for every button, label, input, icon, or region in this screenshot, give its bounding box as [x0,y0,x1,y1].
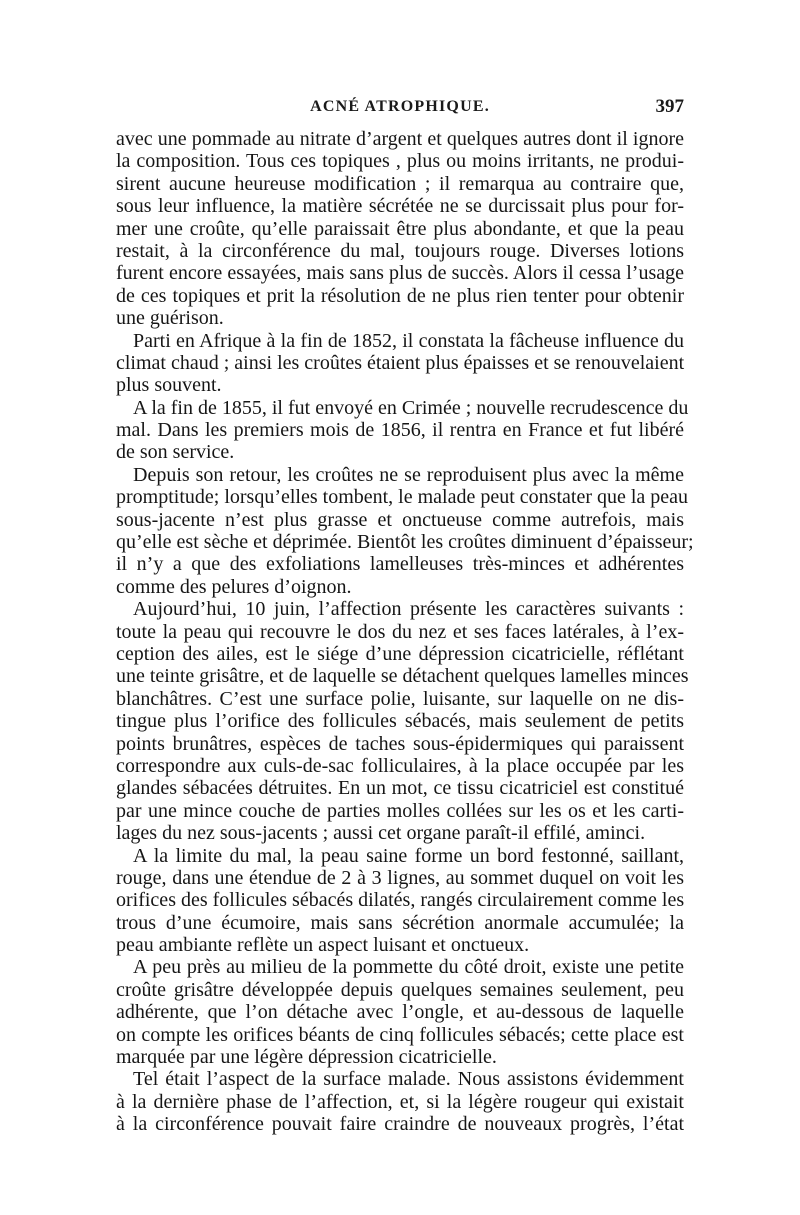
text-line: Aujourd’hui, 10 juin, l’affection présente les caractères suivants : [133,598,684,621]
text-line: mer une croûte, qu’elle paraissait être plus abondante, et que la peau [116,217,684,240]
text-line: de son service. [116,441,235,464]
text-line: blanchâtres. C’est une surface polie, luisante, sur laquelle on ne dis- [116,687,684,710]
text-line: on compte les orifices béants de cinq follicules sébacés; cette place est [116,1023,684,1046]
text-line: climat chaud ; ainsi les croûtes étaient plus épaisses et se renouvelaient [116,351,685,374]
text-line: croûte grisâtre développée depuis quelques semaines seulement, peu [116,978,684,1001]
text-line: tingue plus l’orifice des follicules sébacés, mais seulement de petits [116,710,684,733]
text-line: comme des pelures d’oignon. [116,575,352,598]
text-line: A peu près au milieu de la pommette du côté droit, existe une petite [133,956,684,979]
text-line: toute la peau qui recouvre le dos du nez et ses faces latérales, à l’ex- [116,620,684,643]
text-line: à la dernière phase de l’affection, et, si la légère rougeur qui existait [116,1090,684,1113]
text-line: promptitude; lorsqu’elles tombent, le malade peut constater que la peau [116,486,689,509]
text-line: trous d’une écumoire, mais sans sécrétion anormale accumulée; la [116,911,684,934]
text-line: A la fin de 1855, il fut envoyé en Crimée ; nouvelle recrudescence du [133,396,689,419]
text-line: furent encore essayées, mais sans plus de succès. Alors il cessa l’usage [116,262,684,285]
text-line: une teinte grisâtre, et de laquelle se détachent quelques lamelles minces [116,665,689,688]
text-line: une guérison. [116,307,224,330]
body-text [116,128,694,1136]
text-line: Depuis son retour, les croûtes ne se reproduisent plus avec la même [133,463,684,486]
text-line: sirent aucune heureuse modification ; il remarqua au contraire que, [116,172,684,195]
text-line: orifices des follicules sébacés dilatés, rangés circulairement comme les [116,889,685,912]
text-line: avec une pommade au nitrate d’argent et quelques autres dont il ignore [116,128,684,150]
text-line: plus souvent. [116,374,222,397]
text-line: par une mince couche de parties molles collées sur les os et les carti- [116,799,684,822]
text-line: ception des ailes, est le siége d’une dépression cicatricielle, réflétant [116,642,684,665]
text-line: marquée par une légère dépression cicatricielle. [116,1046,497,1069]
text-line: correspondre aux culs-de-sac folliculaires, à la place occupée par les [116,754,684,777]
text-line: sous-jacente n’est plus grasse et onctueuse comme autrefois, mais [116,508,684,531]
text-line: glandes sébacées détruites. En un mot, ce tissu cicatriciel est constitué [116,777,684,800]
text-line: rouge, dans une étendue de 2 à 3 lignes, au sommet duquel on voit les [116,866,684,889]
text-line: à la circonférence pouvait faire craindre de nouveaux progrès, l’état [116,1113,684,1136]
text-line: restait, à la circonférence du mal, toujours rouge. Diverses lotions [116,239,684,262]
text-line: qu’elle est sèche et déprimée. Bientôt les croûtes diminuent d’épaisseur; [116,531,694,554]
text-line: mal. Dans les premiers mois de 1856, il rentra en France et fut libéré [116,419,684,442]
text-line: A la limite du mal, la peau saine forme un bord festonné, saillant, [133,844,684,867]
text-line: lages du nez sous-jacents ; aussi cet organe paraît-il effilé, aminci. [116,822,646,845]
page-header [116,98,684,126]
text-line: sous leur influence, la matière sécrétée ne se durcissait plus pour for- [116,195,684,218]
text-line: points brunâtres, espèces de taches sous-épidermiques qui paraissent [116,732,684,755]
text-line: de ces topiques et prit la résolution de ne plus rien tenter pour obtenir [116,284,684,307]
text-line: Parti en Afrique à la fin de 1852, il constata la fâcheuse influence du [133,329,684,352]
running-title: ACNÉ ATROPHIQUE. [310,98,490,115]
text-line: adhérente, que l’on détache avec l’ongle, et au-dessous de laquelle [116,1001,684,1024]
page-number: 397 [655,96,684,117]
text-line: la composition. Tous ces topiques , plus ou moins irritants, ne produi- [116,150,684,173]
text-line: il n’y a que des exfoliations lamelleuses très-minces et adhérentes [116,553,684,576]
text-line: peau ambiante reflète un aspect luisant et onctueux. [116,934,530,957]
text-line: Tel était l’aspect de la surface malade. Nous assistons évidemment [133,1068,684,1091]
